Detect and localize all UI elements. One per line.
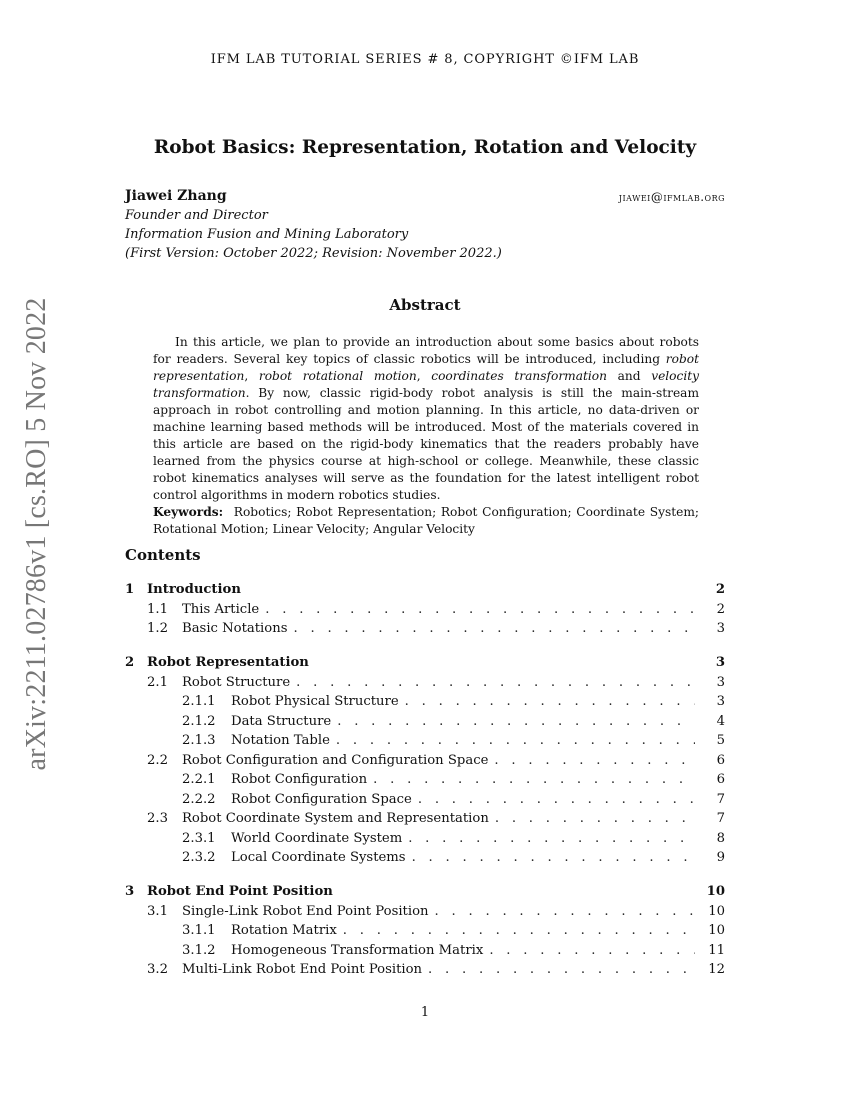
toc-number: 2.1 <box>147 674 168 690</box>
toc-number: 3.1.1 <box>182 923 216 938</box>
toc-page: 8 <box>716 830 725 846</box>
toc-number: 3.1 <box>147 903 168 919</box>
toc-entry-subsection[interactable] <box>125 751 725 771</box>
toc-page: 2 <box>715 582 725 597</box>
toc-entry-subsection[interactable] <box>125 809 725 829</box>
toc-number: 2.2.2 <box>182 791 216 807</box>
toc-entry-subsubsection[interactable] <box>125 790 725 810</box>
toc-entry-subsubsection[interactable] <box>125 712 725 732</box>
abstract-emphasis: robot representation <box>153 352 699 383</box>
toc-entry-subsubsection[interactable] <box>125 941 725 961</box>
toc-number: 3.2 <box>147 962 168 977</box>
toc-leader-dots <box>296 673 695 693</box>
author-role: Founder and Director <box>125 208 268 223</box>
author-name: Jiawei Zhang <box>125 188 227 204</box>
abstract-text: , <box>244 369 259 383</box>
toc-number: 2.1.3 <box>182 733 216 748</box>
running-header: IFM LAB TUTORIAL SERIES # 8, COPYRIGHT ©IFM LAB <box>210 52 640 67</box>
toc-page: 9 <box>716 850 725 865</box>
toc-title: Introduction <box>147 582 241 597</box>
toc-entry-subsubsection[interactable] <box>125 848 725 868</box>
toc-title: Robot Configuration and Configuration Space <box>182 752 489 768</box>
toc-title: World Coordinate System <box>231 830 403 846</box>
abstract-text: . By now, classic rigid-body robot analysis is still the main-stream approach in robot controlling and motion planning. In this article, no data-driven or machine learning based methods will be introduced. Most of the materials covered in this article are based on the rigid-body kinematics that the readers probably have learned from the physics course at high-school or college. Meanwhile, these classic robot kinematics analyses will serve as the foundation for the latest intelligent robot control algorithms in modern robotics studies. <box>153 386 699 502</box>
toc-page: 5 <box>716 733 725 748</box>
abstract-emphasis: coordinates transformation <box>431 369 607 383</box>
toc-entry-subsubsection[interactable] <box>125 829 725 849</box>
toc-title: Robot End Point Position <box>147 884 333 899</box>
keywords-label: Keywords: <box>153 505 224 519</box>
toc-title: Data Structure <box>231 713 332 729</box>
abstract-text: , <box>416 369 432 383</box>
toc-number: 2.3.2 <box>182 850 216 865</box>
abstract-body <box>153 334 699 538</box>
toc-title: Local Coordinate Systems <box>231 850 406 865</box>
toc-number: 2.3.1 <box>182 830 216 846</box>
toc-page: 3 <box>716 694 725 709</box>
toc-page: 2 <box>716 601 725 617</box>
toc-entry-section[interactable] <box>125 882 725 902</box>
toc-entry-subsubsection[interactable] <box>125 770 725 790</box>
toc-page: 6 <box>716 772 725 787</box>
toc-entry-section[interactable] <box>125 580 725 600</box>
toc-number: 1.1 <box>147 601 168 617</box>
toc-number: 1.2 <box>147 621 168 636</box>
toc-title: Robot Structure <box>182 674 291 690</box>
toc-number: 3 <box>125 884 135 899</box>
toc-page: 6 <box>716 752 725 768</box>
page-number: 1 <box>420 1005 430 1020</box>
toc-entry-subsection[interactable] <box>125 902 725 922</box>
toc-leader-dots <box>337 712 695 732</box>
toc-title: Homogeneous Transformation Matrix <box>231 942 484 958</box>
toc-leader-dots <box>336 731 695 751</box>
author-affiliation: Information Fusion and Mining Laboratory <box>125 227 409 242</box>
toc-leader-dots <box>489 941 695 961</box>
toc-leader-dots <box>343 921 695 941</box>
toc-leader-dots <box>418 790 695 810</box>
toc-title: Basic Notations <box>182 621 288 636</box>
toc-page: 3 <box>716 674 725 690</box>
toc-title: Notation Table <box>231 733 330 748</box>
toc-leader-dots <box>428 960 695 980</box>
toc-leader-dots <box>494 751 695 771</box>
toc-page: 7 <box>716 791 725 807</box>
abstract-emphasis: velocity transformation <box>153 369 700 400</box>
toc-number: 2.2.1 <box>182 772 216 787</box>
toc-page: 4 <box>716 713 725 729</box>
abstract-text: and <box>606 369 652 383</box>
toc-title: Robot Physical Structure <box>231 694 399 709</box>
abstract-emphasis: robot rotational motion <box>258 369 417 383</box>
toc-number: 2.1.1 <box>182 694 216 709</box>
arxiv-identifier[interactable]: arXiv:2211.02786v1 [cs.RO] 5 Nov 2022 <box>21 297 52 771</box>
toc-leader-dots <box>412 848 695 868</box>
toc-leader-dots <box>495 809 695 829</box>
toc-page: 3 <box>715 655 725 670</box>
toc-entry-subsection[interactable] <box>125 673 725 693</box>
toc-title: Rotation Matrix <box>231 923 337 938</box>
toc-number: 2.2 <box>147 752 168 768</box>
abstract-heading: Abstract <box>389 296 461 314</box>
toc-entry-subsubsection[interactable] <box>125 921 725 941</box>
toc-title: Multi-Link Robot End Point Position <box>182 962 423 977</box>
contents-heading: Contents <box>125 546 201 564</box>
toc-leader-dots <box>265 600 695 620</box>
abstract-text: In this article, we plan to provide an introduction about some basics about robots for readers. Several key topics of classic robotics will be introduced, including <box>153 335 699 366</box>
toc-leader-dots <box>405 692 695 712</box>
toc-number: 2.1.2 <box>182 713 216 729</box>
paper-title: Robot Basics: Representation, Rotation and Velocity <box>153 137 697 158</box>
toc-page: 7 <box>716 811 725 826</box>
toc-entry-subsection[interactable] <box>125 600 725 620</box>
toc-title: Robot Coordinate System and Representation <box>182 811 489 826</box>
toc-leader-dots <box>435 902 695 922</box>
keywords <box>153 504 699 538</box>
toc-number: 1 <box>125 582 135 597</box>
toc-title: Single-Link Robot End Point Position <box>182 903 429 919</box>
author-email[interactable]: jiawei@ifmlab.org <box>618 190 725 204</box>
toc-entry-subsection[interactable] <box>125 960 725 980</box>
table-of-contents <box>125 580 725 980</box>
toc-number: 2 <box>125 655 135 670</box>
toc-leader-dots <box>408 829 695 849</box>
toc-page: 10 <box>706 884 725 899</box>
toc-title: This Article <box>182 601 260 617</box>
keywords-list: Robotics; Robot Representation; Robot Configuration; Coordinate System; Rotational Motion; Linear Velocity; Angular Velocity <box>153 505 700 536</box>
toc-leader-dots <box>293 619 695 639</box>
toc-entry-subsubsection[interactable] <box>125 692 725 712</box>
toc-leader-dots <box>373 770 695 790</box>
toc-number: 3.1.2 <box>182 942 216 958</box>
toc-number: 2.3 <box>147 811 168 826</box>
toc-page: 11 <box>708 942 725 958</box>
version-note: (First Version: October 2022; Revision: November 2022.) <box>125 246 502 261</box>
toc-page: 10 <box>708 903 725 919</box>
toc-page: 12 <box>708 962 725 977</box>
toc-entry-section[interactable] <box>125 653 725 673</box>
toc-title: Robot Configuration <box>231 772 368 787</box>
toc-title: Robot Representation <box>147 655 309 670</box>
toc-page: 3 <box>716 621 725 636</box>
toc-entry-subsection[interactable] <box>125 619 725 639</box>
toc-page: 10 <box>708 923 725 938</box>
toc-entry-subsubsection[interactable] <box>125 731 725 751</box>
abstract-paragraph <box>153 334 699 504</box>
toc-title: Robot Configuration Space <box>231 791 412 807</box>
